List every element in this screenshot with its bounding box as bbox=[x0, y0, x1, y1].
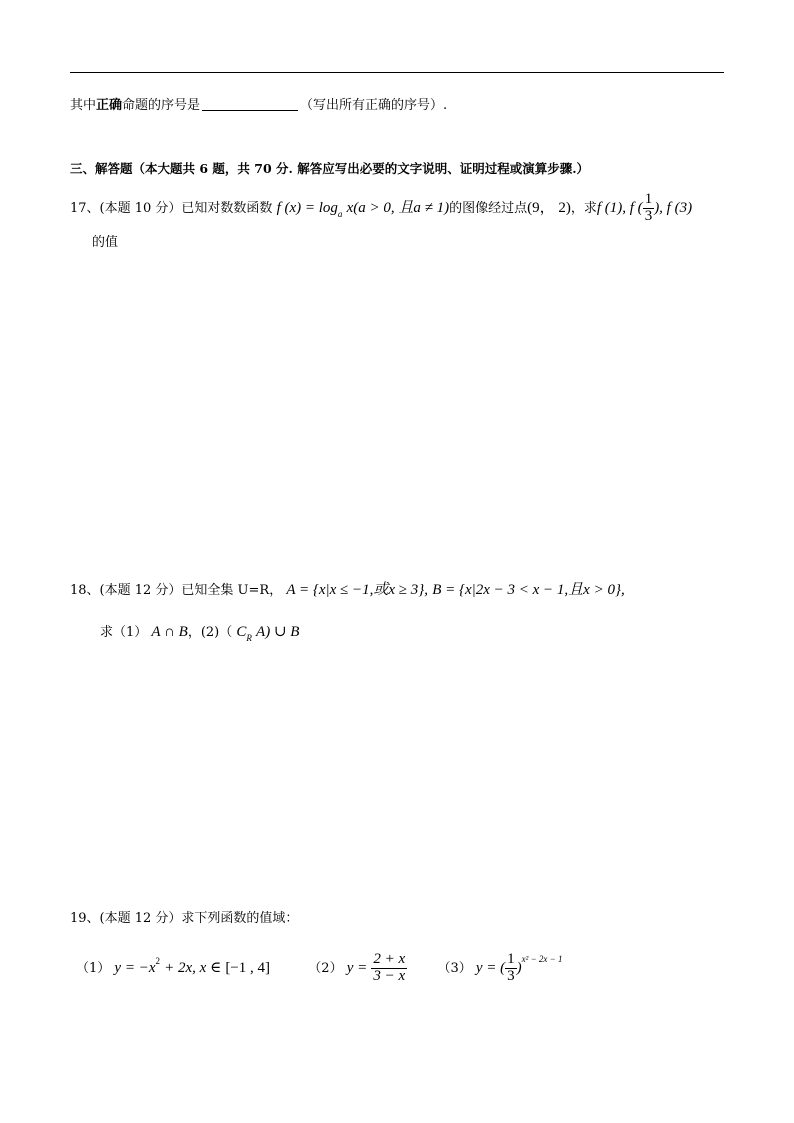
q19-p3-label: （3） bbox=[437, 960, 472, 976]
q18-ask-line bbox=[100, 625, 299, 643]
q18-complement: C bbox=[236, 624, 247, 640]
q17-values-a: f (1), f ( bbox=[596, 199, 643, 216]
q17-point: (9， 2) bbox=[527, 199, 571, 216]
fill-in-line bbox=[70, 98, 447, 112]
q17-cont: 的值 bbox=[92, 235, 119, 250]
q19-p2-num: 2 + x bbox=[373, 951, 406, 967]
q19-p1-interval: [−1 , 4] bbox=[225, 959, 271, 976]
fill-bold-word: 正确 bbox=[96, 98, 123, 113]
q19-p3-num: 1 bbox=[507, 951, 515, 967]
q19-lead: 19、(本题 12 分）求下列函数的值域： bbox=[70, 911, 299, 926]
q19-p1-expr: y = −x bbox=[114, 959, 156, 976]
q19-p3-y: y = ( bbox=[475, 959, 506, 976]
q19-p2-den: 3 − x bbox=[373, 967, 406, 984]
q19-p1-rest: + 2x, x ∈ bbox=[164, 959, 222, 976]
q19-p2-y: y = bbox=[346, 959, 368, 976]
q17-mid: 的图像经过点 bbox=[449, 200, 528, 216]
q19-p1-sup: 2 bbox=[155, 955, 160, 966]
q17-base: a bbox=[337, 208, 343, 219]
q17-f-of-x: f (x) = log bbox=[276, 199, 338, 216]
q18-lead: 18、(本题 12 分）已知全集 U=R， bbox=[70, 583, 283, 598]
q18-set-a: A = {x|x ≤ −1,或x ≥ 3}, bbox=[286, 582, 429, 598]
q18-set-b: B = {x|2x − 3 < x − 1,且x > 0}, bbox=[432, 582, 625, 598]
q17-line bbox=[70, 192, 692, 225]
q17-values-b: ), f (3) bbox=[654, 199, 693, 216]
q19-p3-exp: x² − 2x − 1 bbox=[521, 953, 563, 964]
q19-p2-fraction bbox=[371, 952, 407, 985]
q17-lead: 17、(本题 10 分）已知对数数函数 bbox=[70, 200, 273, 216]
q19-p3-close: ) bbox=[516, 959, 522, 976]
section3-heading: 三、解答题（本大题共 6 题，共 70 分. 解答应写出必要的文字说明、证明过程或演算步骤.） bbox=[70, 161, 590, 176]
header-rule bbox=[70, 72, 724, 73]
q19-p3-fraction bbox=[505, 952, 517, 985]
q18-ask2: ，(2)（ bbox=[187, 625, 233, 640]
q17-condition: x(a > 0, 且a ≠ 1) bbox=[346, 199, 450, 216]
q19-p2-label: （2） bbox=[308, 960, 343, 976]
q19-p1-label: （1） bbox=[76, 960, 111, 976]
q18-complement-sub: R bbox=[246, 633, 252, 643]
q18-expr2: A) ∪ B bbox=[256, 624, 300, 640]
q19-p3-den: 3 bbox=[507, 967, 515, 984]
answer-blank[interactable] bbox=[202, 98, 298, 111]
q19-parts bbox=[76, 952, 563, 985]
q17-ask: ，求 bbox=[570, 200, 597, 216]
q17-fraction bbox=[643, 192, 655, 225]
q17-frac-den: 3 bbox=[644, 207, 653, 224]
q18-expr1: A ∩ B bbox=[151, 624, 188, 640]
fill-prefix: 其中 bbox=[70, 98, 97, 113]
fill-after-bold: 命题的序号是 bbox=[122, 98, 201, 113]
q17-frac-num: 1 bbox=[644, 191, 653, 207]
q18-line bbox=[70, 583, 625, 598]
q18-ask1: 求（1） bbox=[100, 625, 148, 640]
fill-hint: （写出所有正确的序号）. bbox=[300, 98, 448, 113]
